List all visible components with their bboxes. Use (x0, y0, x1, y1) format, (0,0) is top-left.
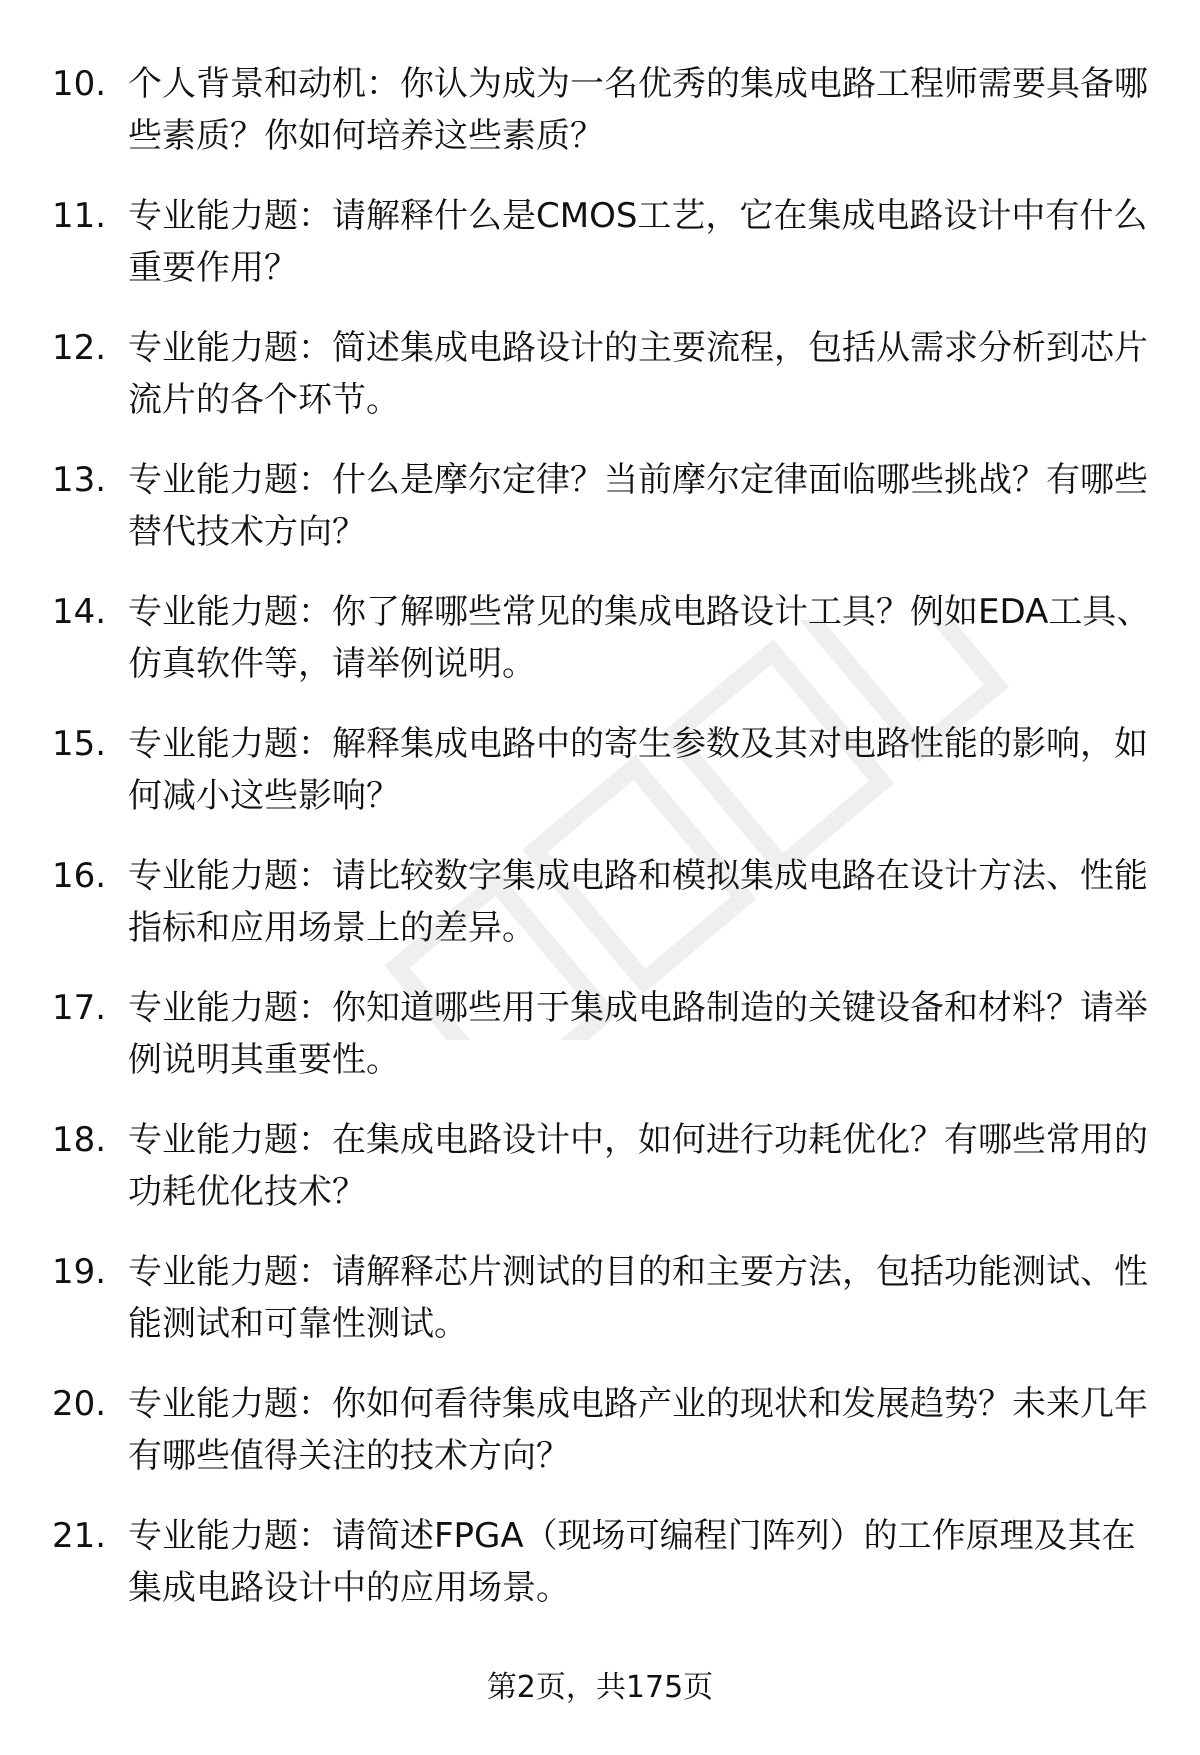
question-text: 专业能力题：请解释什么是CMOS工艺，它在集成电路设计中有什么重要作用？ (128, 196, 1148, 288)
question-item (52, 586, 1162, 718)
question-text: 专业能力题：你如何看待集成电路产业的现状和发展趋势？未来几年有哪些值得关注的技术方向？ (128, 1384, 1148, 1476)
question-text: 专业能力题：解释集成电路中的寄生参数及其对电路性能的影响，如何减小这些影响？ (128, 724, 1148, 816)
question-number: 17. (52, 988, 107, 1028)
question-text: 专业能力题：在集成电路设计中，如何进行功耗优化？有哪些常用的功耗优化技术？ (128, 1120, 1148, 1212)
question-item (52, 1114, 1162, 1246)
question-item (52, 322, 1162, 454)
question-number: 12. (52, 328, 107, 368)
question-text: 专业能力题：简述集成电路设计的主要流程，包括从需求分析到芯片流片的各个环节。 (128, 328, 1148, 420)
question-item (52, 454, 1162, 586)
question-number: 14. (52, 592, 107, 632)
question-text: 专业能力题：请解释芯片测试的目的和主要方法，包括功能测试、性能测试和可靠性测试。 (128, 1252, 1148, 1344)
question-text: 专业能力题：请比较数字集成电路和模拟集成电路在设计方法、性能指标和应用场景上的差异。 (128, 856, 1148, 948)
question-number: 11. (52, 196, 107, 236)
question-text: 个人背景和动机：你认为成为一名优秀的集成电路工程师需要具备哪些素质？你如何培养这些素质？ (128, 64, 1148, 156)
question-number: 15. (52, 724, 107, 764)
question-text: 专业能力题：你知道哪些用于集成电路制造的关键设备和材料？请举例说明其重要性。 (128, 988, 1148, 1080)
question-item (52, 1510, 1162, 1642)
question-list (52, 58, 1162, 1642)
question-text: 专业能力题：什么是摩尔定律？当前摩尔定律面临哪些挑战？有哪些替代技术方向？ (128, 460, 1148, 552)
question-item (52, 1246, 1162, 1378)
question-number: 16. (52, 856, 107, 896)
question-number: 19. (52, 1252, 107, 1292)
question-number: 13. (52, 460, 107, 500)
question-item (52, 982, 1162, 1114)
page-number-footer: 第2页，共175页 (486, 1670, 714, 1705)
question-text: 专业能力题：请简述FPGA（现场可编程门阵列）的工作原理及其在集成电路设计中的应用场景。 (128, 1516, 1136, 1608)
question-number: 10. (52, 64, 107, 104)
question-number: 20. (52, 1384, 107, 1424)
question-number: 18. (52, 1120, 107, 1160)
question-item (52, 718, 1162, 850)
question-number: 21. (52, 1516, 107, 1556)
question-item (52, 58, 1162, 190)
question-text: 专业能力题：你了解哪些常见的集成电路设计工具？例如EDA工具、仿真软件等，请举例说明。 (128, 592, 1151, 684)
question-item (52, 190, 1162, 322)
question-item (52, 850, 1162, 982)
question-item (52, 1378, 1162, 1510)
